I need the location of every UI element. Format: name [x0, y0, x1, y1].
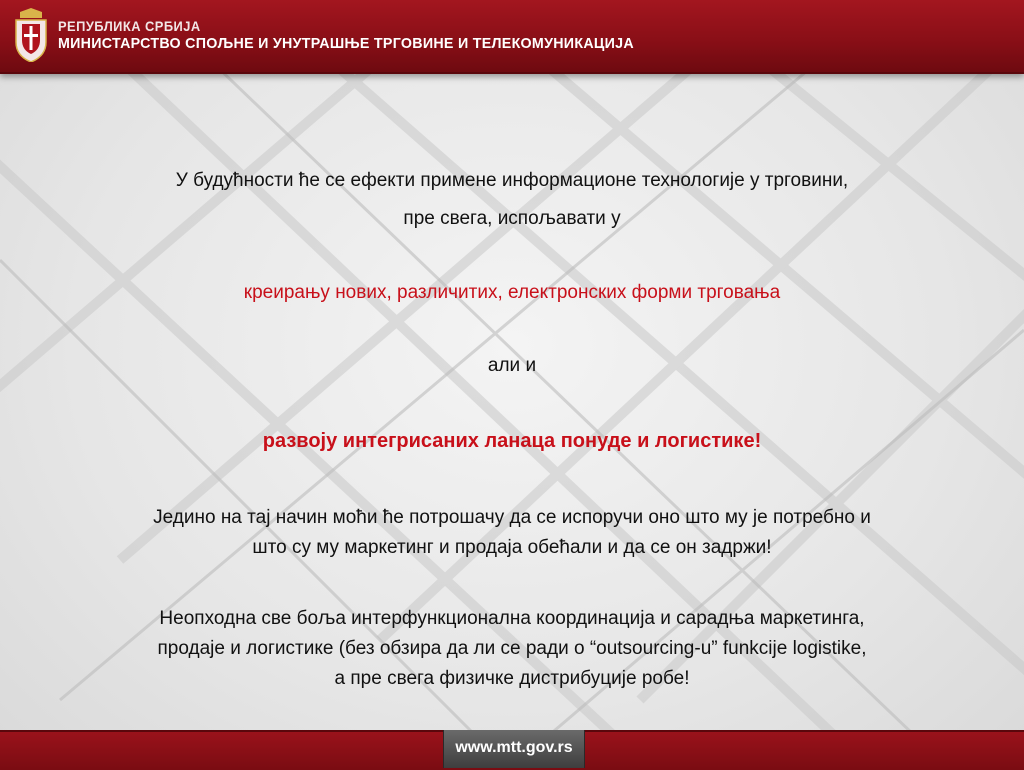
paragraph-2-line-1: Једино на тај начин моћи ће потрошачу да се испоручи оно што му је потребно и: [153, 507, 871, 528]
header-ministry-name: МИНИСТАРСТВО СПОЉНЕ И УНУТРАШЊЕ ТРГОВИНЕ И ТЕЛЕКОМУНИКАЦИЈА: [58, 35, 634, 52]
highlight-point-1: креирању нових, различитих, електронских форми трговања: [243, 282, 781, 303]
paragraph-3-line-3: а пре свега физичке дистрибуције робе!: [334, 668, 690, 689]
intro-line-2: пре свега, испољавати у: [403, 208, 621, 229]
paragraph-3: [12, 604, 1012, 694]
paragraph-3-line-1: Неопходна све боља интерфункционална координација и сарадња маркетинга,: [159, 608, 865, 629]
paragraph-2: [12, 503, 1012, 563]
paragraph-3-line-2: продаје и логистике (без обзира да ли се ради о “outsourcing-u” funkcije logistike,: [157, 638, 867, 659]
header-country-name: РЕПУБЛИКА СРБИЈА: [58, 18, 201, 34]
highlight-point-2: развоју интегрисаних ланаца понуде и логистике!: [262, 430, 762, 452]
footer-url-box[interactable]: [443, 730, 585, 768]
intro-line-1: У будућности ће се ефекти примене информационе технологије у трговини,: [175, 170, 849, 191]
paragraph-2-line-2: што су му маркетинг и продаја обећали и да се он задржи!: [252, 537, 772, 558]
connector-text: али и: [487, 355, 537, 376]
website-url-link[interactable]: www.mtt.gov.rs: [455, 739, 573, 756]
